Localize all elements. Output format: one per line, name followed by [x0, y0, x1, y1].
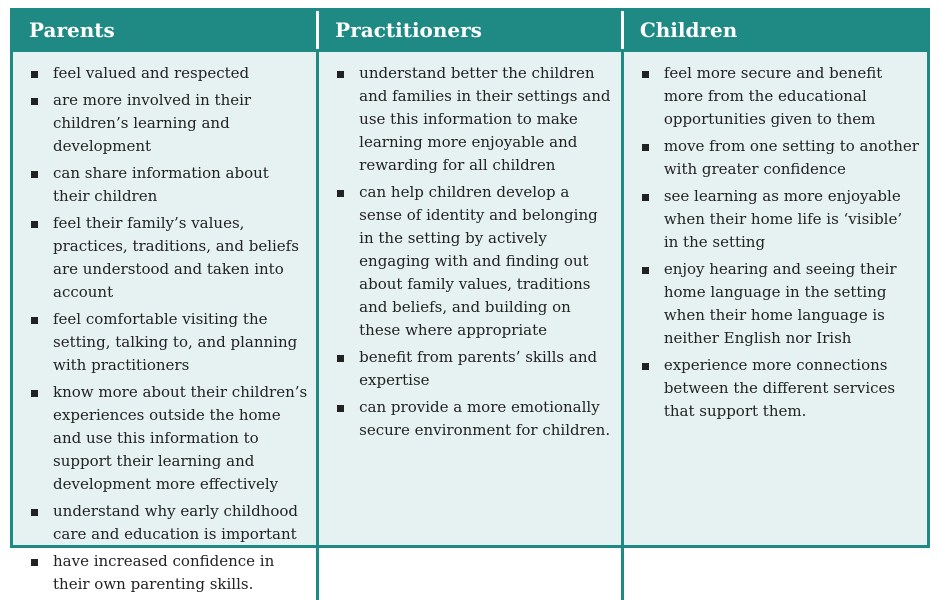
benefits-table-frame	[10, 8, 930, 548]
column-heading-children: Children	[622, 11, 927, 51]
list-item: understand why early childhood care and education is important	[29, 500, 308, 546]
column-practitioners	[318, 51, 623, 600]
list-item: can share information about their children	[29, 162, 308, 208]
list-item: feel comfortable visiting the setting, talking to, and planning with practitioners	[29, 308, 308, 377]
list-item: feel their family’s values, practices, traditions, and beliefs are understood and taken into account	[29, 212, 308, 304]
column-parents	[13, 51, 318, 600]
parents-list	[29, 62, 308, 596]
list-item: move from one setting to another with greater confidence	[640, 135, 919, 181]
list-item: can help children develop a sense of identity and belonging in the setting by actively engaging with and finding out about family values, traditions and beliefs, and building on these where appropriate	[335, 181, 613, 342]
benefits-table	[13, 11, 927, 600]
list-item: experience more connections between the different services that support them.	[640, 354, 919, 423]
list-item: have increased confidence in their own parenting skills.	[29, 550, 308, 596]
list-item: see learning as more enjoyable when their home life is ‘visible’ in the setting	[640, 185, 919, 254]
body-row	[13, 51, 927, 600]
list-item: feel valued and respected	[29, 62, 308, 85]
practitioners-list	[335, 62, 613, 442]
list-item: feel more secure and benefit more from the educational opportunities given to them	[640, 62, 919, 131]
list-item: understand better the children and families in their settings and use this information to make learning more enjoyable and rewarding for all children	[335, 62, 613, 177]
list-item: benefit from parents’ skills and expertise	[335, 346, 613, 392]
column-children	[622, 51, 927, 600]
list-item: enjoy hearing and seeing their home language in the setting when their home language is neither English nor Irish	[640, 258, 919, 350]
column-heading-practitioners: Practitioners	[318, 11, 623, 51]
list-item: can provide a more emotionally secure environment for children.	[335, 396, 613, 442]
list-item: are more involved in their children’s learning and development	[29, 89, 308, 158]
header-row	[13, 11, 927, 51]
column-heading-parents: Parents	[13, 11, 318, 51]
children-list	[640, 62, 919, 423]
list-item: know more about their children’s experiences outside the home and use this information to support their learning and development more effectively	[29, 381, 308, 496]
